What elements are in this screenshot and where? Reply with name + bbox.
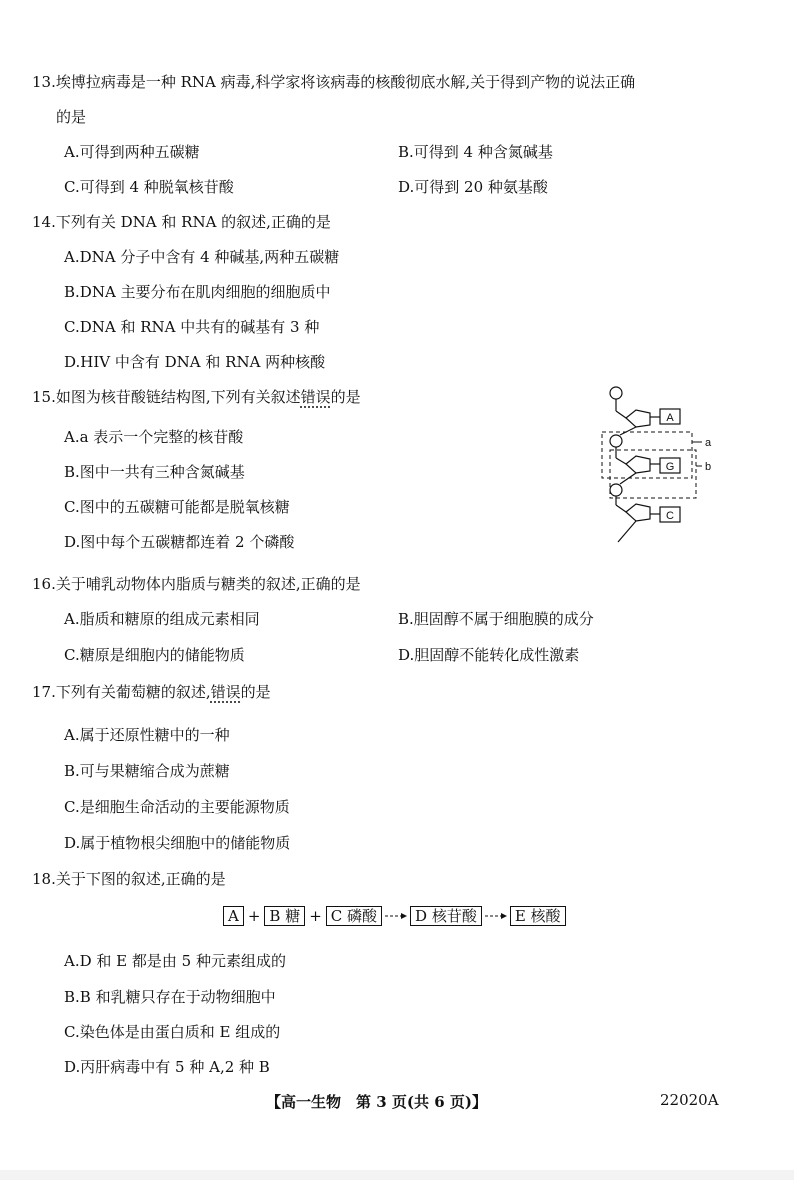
q15-option-d: D.图中每个五碳糖都连着 2 个磷酸 [64, 533, 295, 551]
q15-option-a: A.a 表示一个完整的核苷酸 [64, 428, 244, 446]
scan-edge [0, 1170, 794, 1180]
q13-option-d: D.可得到 20 种氨基酸 [398, 178, 548, 196]
q17-option-a: A.属于还原性糖中的一种 [64, 726, 230, 744]
q17-stem: 17.下列有关葡萄糖的叙述,错误的是 [32, 683, 271, 701]
q17-option-d: D.属于植物根尖细胞中的储能物质 [64, 834, 291, 852]
q14-stem: 14.下列有关 DNA 和 RNA 的叙述,正确的是 [32, 213, 331, 231]
pentose-pentagon [626, 456, 650, 473]
q16-option-d: D.胆固醇不能转化成性激素 [398, 646, 580, 664]
q13-option-a: A.可得到两种五碳糖 [64, 143, 200, 161]
flow-box-a: A [223, 906, 244, 926]
flow-plus: + [309, 907, 322, 925]
q17-option-c: C.是细胞生命活动的主要能源物质 [64, 798, 290, 816]
phosphate-circle [610, 435, 622, 447]
q14-option-c: C.DNA 和 RNA 中共有的碱基有 3 种 [64, 318, 320, 336]
q14-option-b: B.DNA 主要分布在肌肉细胞的细胞质中 [64, 283, 331, 301]
pentose-pentagon [626, 504, 650, 521]
q18-option-b: B.B 和乳糖只存在于动物细胞中 [64, 988, 276, 1006]
q14-option-d: D.HIV 中含有 DNA 和 RNA 两种核酸 [64, 353, 326, 371]
region-b-box [610, 450, 696, 498]
q18-option-a: A.D 和 E 都是由 5 种元素组成的 [64, 952, 286, 970]
q13-option-b: B.可得到 4 种含氮碱基 [398, 143, 553, 161]
exam-code: 22020A [660, 1091, 719, 1109]
q16-stem: 16.关于哺乳动物体内脂质与糖类的叙述,正确的是 [32, 575, 361, 593]
flow-box-c: C 磷酸 [326, 906, 382, 926]
nucleotide-chain-diagram [596, 380, 736, 550]
flow-plus: + [247, 907, 261, 925]
q16-option-a: A.脂质和糖原的组成元素相同 [64, 610, 260, 628]
q18-option-c: C.染色体是由蛋白质和 E 组成的 [64, 1023, 281, 1041]
flow-box-e: E 核酸 [510, 906, 566, 926]
q17-option-b: B.可与果糖缩合成为蔗糖 [64, 762, 230, 780]
q15-option-c: C.图中的五碳糖可能都是脱氧核糖 [64, 498, 290, 516]
base-label-g: G [665, 461, 675, 473]
flow-arrow-icon [385, 910, 407, 922]
q17-emphasis: 错误 [210, 683, 241, 701]
q13-stem-cont: 的是 [56, 108, 87, 126]
q18-option-d: D.丙肝病毒中有 5 种 A,2 种 B [64, 1058, 270, 1076]
region-b-label: b [705, 461, 712, 473]
base-label-a: A [666, 412, 674, 424]
flow-arrow-icon [485, 910, 507, 922]
region-a-label: a [705, 437, 712, 449]
q15-option-b: B.图中一共有三种含氮碱基 [64, 463, 245, 481]
q16-option-b: B.胆固醇不属于细胞膜的成分 [398, 610, 594, 628]
q15-stem: 15.如图为核苷酸链结构图,下列有关叙述错误的是 [32, 388, 361, 406]
base-label-c: C [666, 510, 674, 522]
flow-box-b: B 糖 [264, 906, 305, 926]
q13-stem: 13.埃博拉病毒是一种 RNA 病毒,科学家将该病毒的核酸彻底水解,关于得到产物的说法正确 [32, 73, 636, 91]
q18-stem: 18.关于下图的叙述,正确的是 [32, 870, 226, 888]
q16-option-c: C.糖原是细胞内的储能物质 [64, 646, 245, 664]
q18-flow-diagram [223, 906, 566, 926]
phosphate-circle [610, 387, 622, 399]
phosphate-circle [610, 484, 622, 496]
pentose-pentagon [626, 410, 650, 427]
q15-emphasis: 错误 [300, 388, 331, 406]
q14-option-a: A.DNA 分子中含有 4 种碱基,两种五碳糖 [64, 248, 340, 266]
q13-option-c: C.可得到 4 种脱氧核苷酸 [64, 178, 234, 196]
flow-box-d: D 核苷酸 [410, 906, 482, 926]
page-footer: 【高一生物 第 3 页(共 6 页)】 [266, 1093, 487, 1111]
